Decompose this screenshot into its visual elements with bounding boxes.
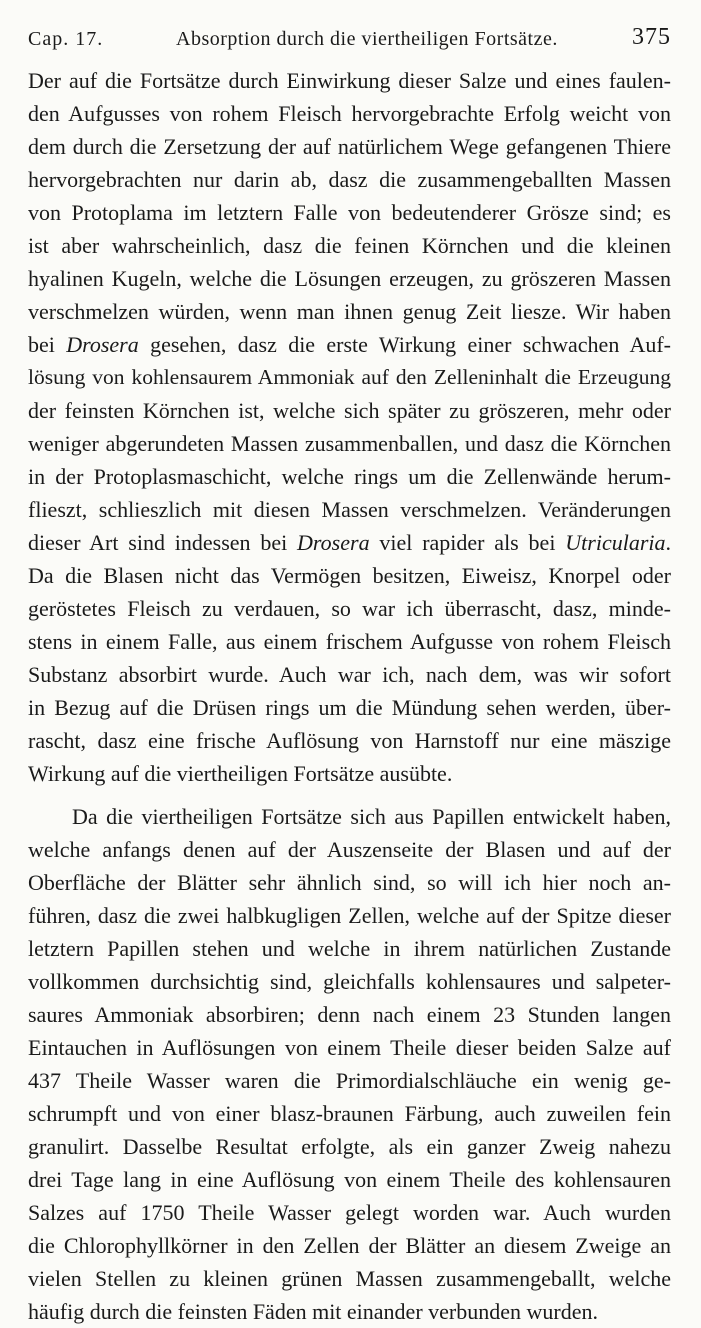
text-line: Da die Blasen nicht das Vermögen besitzen, Eiweisz, Knorpel oder [28, 563, 671, 588]
chapter-label: Cap. 17. [28, 28, 104, 50]
text-line: flieszt, schlieszlich mit diesen Massen verschmelzen. Veränderungen [28, 497, 671, 522]
text-line: vollkommen durchsichtig sind, gleichfalls kohlensaures und salpeter- [28, 969, 671, 994]
text-line: saures Ammoniak absorbiren; denn nach einem 23 Stunden langen [28, 1002, 671, 1027]
text-line: Salzes auf 1750 Theile Wasser gelegt worden war. Auch wurden [28, 1200, 671, 1225]
running-header [28, 22, 671, 52]
text-line: verschmelzen würden, wenn man ihnen genug Zeit liesze. Wir haben [28, 299, 671, 324]
text-line: granulirt. Dasselbe Resultat erfolgte, als ein ganzer Zweig nahezu [28, 1134, 671, 1159]
text-line: 437 Theile Wasser waren die Primordialschläuche ein wenig ge- [28, 1068, 671, 1093]
text-line: Substanz absorbirt wurde. Auch war ich, nach dem, was wir sofort [28, 662, 671, 687]
text-line: welche anfangs denen auf der Auszenseite der Blasen und auf der [28, 837, 671, 862]
text-line: von Protoplama im letztern Falle von bedeutenderer Grösze sind; es [28, 200, 671, 225]
text-line: stens in einem Falle, aus einem frischem Aufgusse von rohem Fleisch [28, 629, 671, 654]
text-line: den Aufgusses von rohem Fleisch hervorgebrachte Erfolg weicht von [28, 101, 671, 126]
paragraph [28, 800, 671, 1328]
text-line: häufig durch die feinsten Fäden mit einander verbunden wurden. [28, 1299, 598, 1324]
text-line: weniger abgerundeten Massen zusammenballen, und dasz die Körnchen [28, 431, 671, 456]
text-line: ist aber wahrscheinlich, dasz die feinen Körnchen und die kleinen [28, 233, 671, 258]
text-line: Wirkung auf die viertheiligen Fortsätze ausübte. [28, 761, 453, 786]
text-line: schrumpft und von einer blasz-braunen Färbung, auch zuweilen fein [28, 1101, 671, 1126]
text-line: in Bezug auf die Drüsen rings um die Mündung sehen werden, über- [28, 695, 671, 720]
text-line: bei Drosera gesehen, dasz die erste Wirkung einer schwachen Auf- [28, 332, 671, 357]
text-line: Eintauchen in Auflösungen von einem Theile dieser beiden Salze auf [28, 1035, 671, 1060]
page-number: 375 [632, 24, 671, 50]
text-line: Da die viertheiligen Fortsätze sich aus Papillen entwickelt haben, [72, 804, 671, 829]
body-text [28, 64, 671, 1328]
text-line: dieser Art sind indessen bei Drosera viel rapider als bei Utricularia. [28, 530, 671, 555]
text-line: der feinsten Körnchen ist, welche sich später zu gröszeren, mehr oder [28, 398, 671, 423]
running-title: Absorption durch die viertheiligen Fortsätze. [176, 28, 558, 50]
text-line: Der auf die Fortsätze durch Einwirkung dieser Salze und eines faulen- [28, 68, 671, 93]
text-line: hyalinen Kugeln, welche die Lösungen erzeugen, zu gröszeren Massen [28, 266, 671, 291]
text-line: Oberfläche der Blätter sehr ähnlich sind, so will ich hier noch an- [28, 870, 671, 895]
text-line: rascht, dasz eine frische Auflösung von Harnstoff nur eine mäszige [28, 728, 671, 753]
text-line: dem durch die Zersetzung der auf natürlichem Wege gefangenen Thiere [28, 134, 671, 159]
text-line: geröstetes Fleisch zu verdauen, so war ich überrascht, dasz, minde- [28, 596, 671, 621]
text-line: hervorgebrachten nur darin ab, dasz die zusammengeballten Massen [28, 167, 671, 192]
text-line: führen, dasz die zwei halbkugligen Zellen, welche auf der Spitze dieser [28, 903, 671, 928]
text-line: letztern Papillen stehen und welche in ihrem natürlichen Zustande [28, 936, 671, 961]
text-line: die Chlorophyllkörner in den Zellen der Blätter an diesem Zweige an [28, 1233, 671, 1258]
paragraph [28, 64, 671, 790]
text-line: lösung von kohlensaurem Ammoniak auf den Zelleninhalt die Erzeugung [28, 365, 671, 389]
text-line: vielen Stellen zu kleinen grünen Massen zusammengeballt, welche [28, 1266, 671, 1291]
text-line: in der Protoplasmaschicht, welche rings um die Zellenwände herum- [28, 464, 671, 489]
text-line: drei Tage lang in eine Auflösung von einem Theile des kohlensauren [28, 1167, 671, 1192]
